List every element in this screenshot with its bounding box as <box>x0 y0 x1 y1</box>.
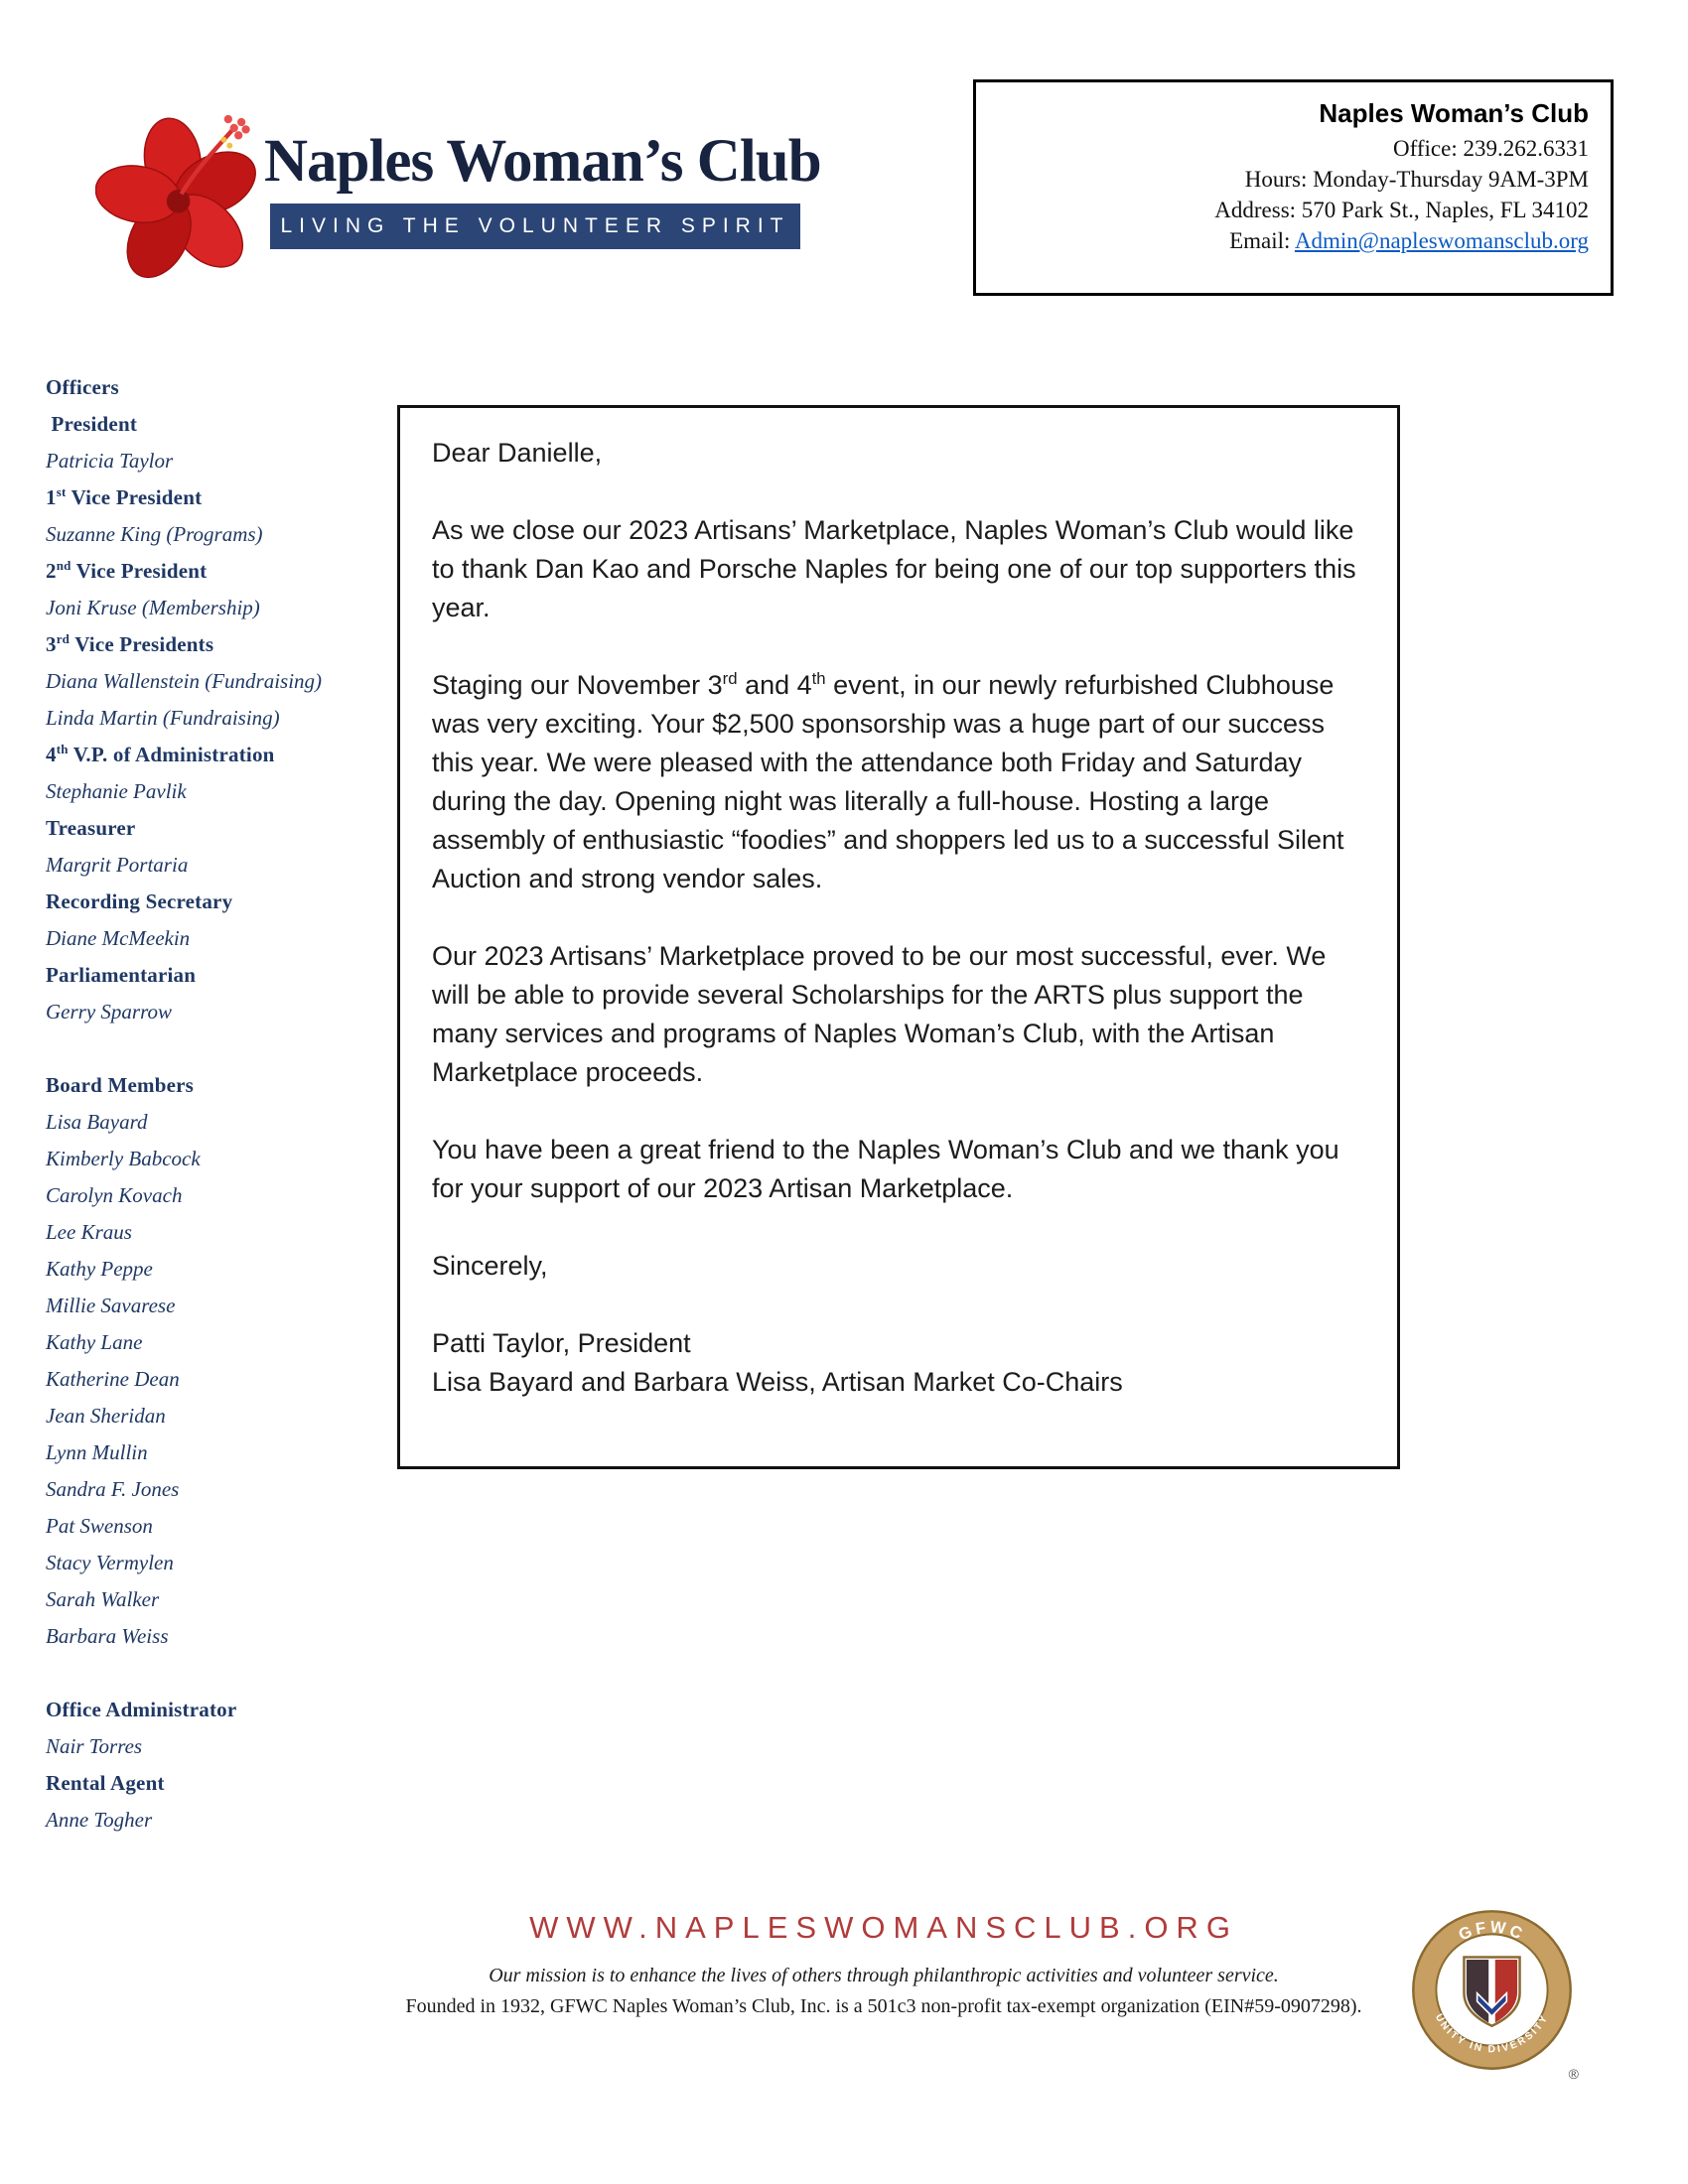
letter-paragraph: Our 2023 Artisans’ Marketplace proved to be our most successful, ever. We will be able to provide several Scholarships for the ARTS plus support the many services and programs of Naples Woman’s Club, with the Artisan Marketplace proceeds. <box>432 941 1327 1087</box>
sidebar-heading: Officers <box>46 375 119 399</box>
sidebar-roster <box>46 369 405 1839</box>
letter-paragraph: Staging our November 3rd and 4th event, in our newly refurbished Clubhouse was very exciting. Your $2,500 sponsorship was a huge part of our success this year. We were pleased with the attendance both Friday and Saturday during the day. Opening night was literally a full-house. Hosting a large assembly of enthusiastic “foodies” and shoppers led us to a successful Silent Auction and strong vendor sales. <box>432 669 1344 893</box>
letter-paragraph: As we close our 2023 Artisans’ Marketplace, Naples Woman’s Club would like to thank Dan Kao and Porsche Naples for being one of our top supporters this year. <box>432 515 1356 622</box>
sidebar-name: Margrit Portaria <box>46 853 189 877</box>
sidebar-heading: 1st Vice President <box>46 484 203 509</box>
sidebar-heading: Recording Secretary <box>46 889 233 913</box>
sidebar-heading: 3rd Vice Presidents <box>46 631 214 656</box>
sidebar-name: Sandra F. Jones <box>46 1477 180 1501</box>
sidebar-gap <box>46 1655 405 1692</box>
sidebar-name: Patricia Taylor <box>46 449 174 473</box>
hibiscus-flower-icon <box>95 91 276 282</box>
sidebar-name: Jean Sheridan <box>46 1404 166 1428</box>
sidebar-heading: Parliamentarian <box>46 963 197 987</box>
contact-office: Office: 239.262.6331 <box>1393 136 1589 161</box>
gfwc-bottom-text: UNITY IN DIVERSITY <box>1432 2012 1552 2056</box>
sidebar-name: Linda Martin (Fundraising) <box>46 706 280 730</box>
sidebar-gap <box>46 1030 405 1067</box>
sidebar-name: Anne Togher <box>46 1808 153 1832</box>
sidebar-name: Pat Swenson <box>46 1514 153 1538</box>
contact-email-line <box>996 225 1589 256</box>
sidebar-name: Lynn Mullin <box>46 1440 148 1464</box>
contact-hours: Hours: Monday-Thursday 9AM-3PM <box>1244 167 1589 192</box>
sidebar-name: Sarah Walker <box>46 1587 160 1611</box>
sidebar-name: Kathy Peppe <box>46 1257 153 1281</box>
sidebar-heading: Board Members <box>46 1073 194 1097</box>
founded-line: Founded in 1932, GFWC Naples Woman’s Club, Inc. is a 501c3 non-profit tax-exempt organization (EIN#59-0907298). <box>405 1995 1362 2017</box>
sidebar-name: Carolyn Kovach <box>46 1183 183 1207</box>
sidebar-name: Suzanne King (Programs) <box>46 522 263 546</box>
letter-paragraph: Patti Taylor, President Lisa Bayard and Barbara Weiss, Artisan Market Co-Chairs <box>432 1328 1123 1397</box>
sidebar-name: Stacy Vermylen <box>46 1551 174 1574</box>
website-url: WWW.NAPLESWOMANSCLUB.ORG <box>529 1910 1238 1945</box>
sidebar-name: Katherine Dean <box>46 1367 180 1391</box>
letter-paragraph: Dear Danielle, <box>432 438 603 468</box>
sidebar-name: Lee Kraus <box>46 1220 132 1244</box>
contact-title: Naples Woman’s Club <box>1319 98 1589 128</box>
sidebar-heading: Office Administrator <box>46 1698 237 1721</box>
contact-address: Address: 570 Park St., Naples, FL 34102 <box>1214 198 1589 222</box>
contact-box <box>973 79 1614 296</box>
sidebar-name: Stephanie Pavlik <box>46 779 187 803</box>
sidebar-name: Lisa Bayard <box>46 1110 148 1134</box>
gfwc-emblem-icon <box>1410 1908 1574 2072</box>
sidebar-name: Barbara Weiss <box>46 1624 169 1648</box>
letter-body-box <box>397 405 1400 1469</box>
gfwc-top-text: GFWC <box>1456 1918 1528 1945</box>
sidebar-name: Millie Savarese <box>46 1294 176 1317</box>
sidebar-name: Gerry Sparrow <box>46 1000 172 1024</box>
logo-tagline-banner: LIVING THE VOLUNTEER SPIRIT <box>270 204 800 249</box>
sidebar-heading: 4th V.P. of Administration <box>46 742 275 766</box>
sidebar-name: Kimberly Babcock <box>46 1147 201 1170</box>
logo-title: Naples Woman’s Club <box>264 128 821 195</box>
email-link[interactable]: Admin@napleswomansclub.org <box>1294 228 1589 253</box>
gfwc-emblem <box>1410 1908 1579 2082</box>
sidebar-name: Nair Torres <box>46 1734 143 1758</box>
sidebar-heading: Treasurer <box>46 816 136 840</box>
sidebar-name: Joni Kruse (Membership) <box>46 596 260 619</box>
sidebar-name: Kathy Lane <box>46 1330 143 1354</box>
email-prefix: Email: <box>1229 228 1295 253</box>
sidebar-heading: Rental Agent <box>46 1771 165 1795</box>
nwc-logo <box>95 91 830 280</box>
mission-statement: Our mission is to enhance the lives of others through philanthropic activities and volunteer service. <box>489 1965 1279 1986</box>
sidebar-name: Diane McMeekin <box>46 926 191 950</box>
sidebar-heading: 2nd Vice President <box>46 558 208 583</box>
sidebar-name: Diana Wallenstein (Fundraising) <box>46 669 323 693</box>
letter-paragraph: You have been a great friend to the Naples Woman’s Club and we thank you for your support of our 2023 Artisan Marketplace. <box>432 1135 1339 1203</box>
sidebar-heading: President <box>46 412 138 436</box>
registered-mark: ® <box>1568 2066 1579 2082</box>
letter-paragraph: Sincerely, <box>432 1251 548 1281</box>
